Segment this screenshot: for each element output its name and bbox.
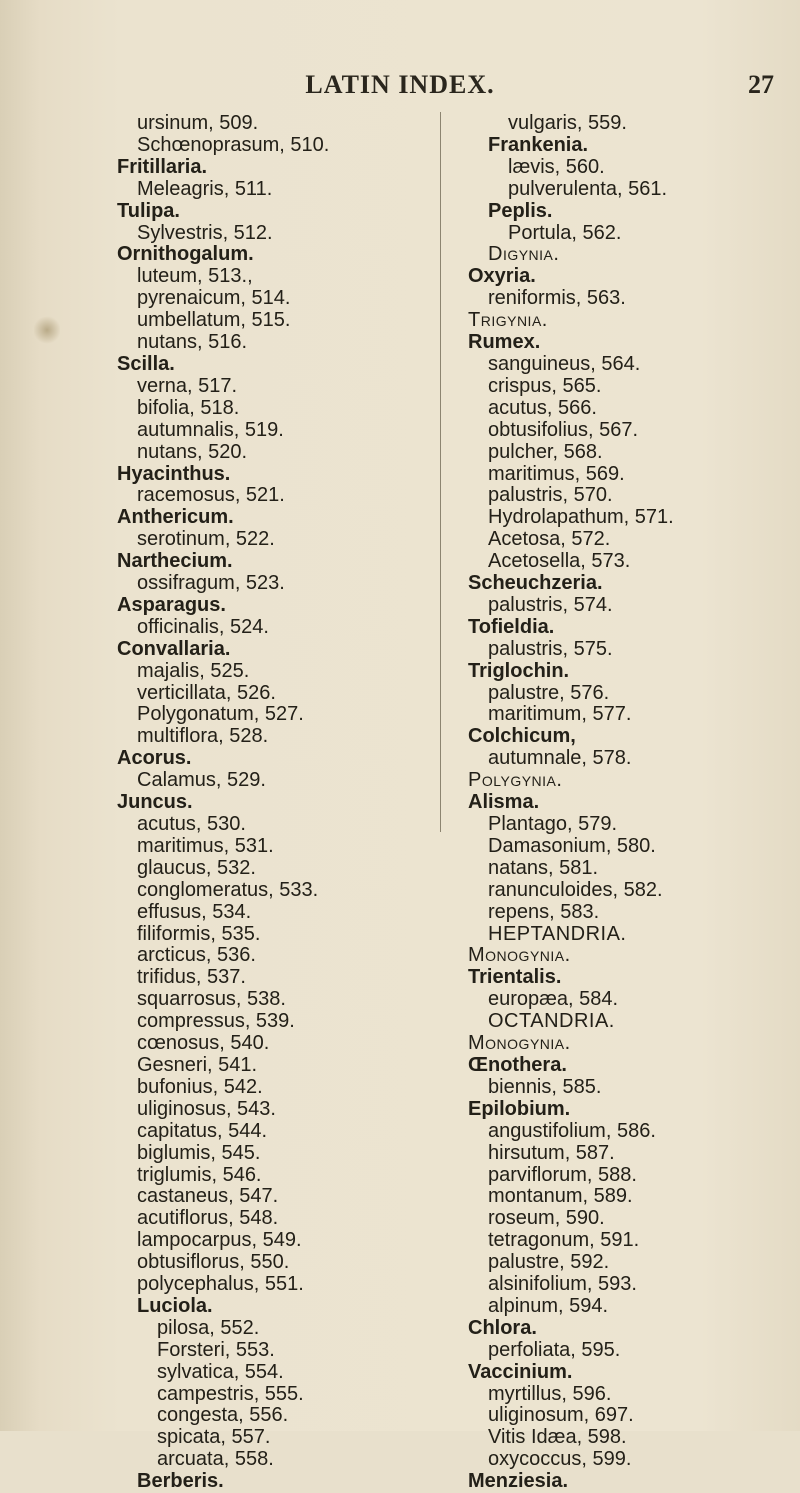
index-entry: Trigynia.	[468, 309, 548, 332]
index-entry: Luciola.	[137, 1294, 213, 1317]
index-entry: polycephalus, 551.	[137, 1273, 304, 1296]
index-entry: Convallaria.	[117, 637, 231, 660]
index-entry: pulcher, 568.	[488, 440, 603, 463]
index-entry: sylvatica, 554.	[157, 1360, 284, 1383]
index-entry: angustifolium, 586.	[488, 1119, 656, 1142]
index-entry: biennis, 585.	[488, 1075, 602, 1098]
index-entry: ursinum, 509.	[137, 112, 259, 134]
index-entry: officinalis, 524.	[137, 615, 269, 638]
index-entry: oxycoccus, 599.	[488, 1448, 632, 1471]
index-entry: conglomeratus, 533.	[137, 878, 319, 901]
index-entry: castaneus, 547.	[137, 1185, 279, 1208]
index-entry: obtusifolius, 567.	[488, 418, 639, 441]
index-entry: Polygonatum, 527.	[137, 703, 304, 726]
index-entry: Vaccinium.	[468, 1360, 573, 1383]
index-entry: multiflora, 528.	[137, 725, 269, 748]
index-entry: pyrenaicum, 514.	[137, 287, 291, 310]
index-entry: tetragonum, 591.	[488, 1229, 640, 1252]
index-entry: capitatus, 544.	[137, 1119, 268, 1142]
index-entry: Chlora.	[468, 1316, 537, 1339]
index-entry: acutus, 530.	[137, 813, 246, 835]
index-entry: roseum, 590.	[488, 1207, 605, 1230]
index-entry: crispus, 565.	[488, 374, 602, 397]
index-entry: Hydrolapathum, 571.	[488, 506, 674, 529]
column-divider	[440, 112, 441, 832]
index-entry: maritimus, 569.	[488, 462, 625, 485]
index-entry: Rumex.	[468, 331, 541, 354]
index-entry: Acetosella, 573.	[488, 550, 631, 573]
index-entry: nutans, 520.	[137, 440, 248, 463]
index-entry: Triglochin.	[468, 659, 570, 682]
index-entry: Tofieldia.	[468, 615, 555, 638]
index-entry: trifidus, 537.	[137, 966, 246, 989]
index-entry: squarrosus, 538.	[137, 988, 286, 1011]
index-entry: parviflorum, 588.	[488, 1163, 637, 1186]
index-entry: HEPTANDRIA.	[488, 922, 627, 945]
index-entry: maritimum, 577.	[488, 703, 632, 726]
index-entry: palustris, 575.	[488, 637, 613, 660]
index-entry: Damasonium, 580.	[488, 834, 656, 857]
index-entry: natans, 581.	[488, 856, 599, 879]
index-entry: acutiflorus, 548.	[137, 1207, 279, 1230]
index-entry: ossifragum, 523.	[137, 572, 285, 595]
index-entry: verna, 517.	[137, 374, 238, 397]
index-entry: majalis, 525.	[137, 659, 250, 682]
index-entry: bifolia, 518.	[137, 396, 240, 419]
page-stain	[34, 315, 60, 345]
index-entry: verticillata, 526.	[137, 681, 276, 704]
index-entry: Polygynia.	[468, 769, 563, 792]
index-entry: nutans, 516.	[137, 331, 248, 354]
index-entry: Calamus, 529.	[137, 769, 266, 792]
index-entry: cœnosus, 540.	[137, 1032, 270, 1055]
index-entry: maritimus, 531.	[137, 834, 274, 857]
index-entry: triglumis, 546.	[137, 1163, 262, 1186]
index-entry: compressus, 539.	[137, 1010, 295, 1033]
index-entry: autumnale, 578.	[488, 747, 632, 770]
index-entry: obtusiflorus, 550.	[137, 1251, 290, 1274]
index-entry: OCTANDRIA.	[488, 1010, 615, 1033]
index-entry: alsinifolium, 593.	[488, 1273, 637, 1296]
page-number: 27	[748, 70, 774, 99]
index-entry: Juncus.	[117, 791, 193, 814]
index-entry: Monogynia.	[468, 1032, 571, 1055]
index-entry: Narthecium.	[117, 550, 233, 573]
index-entry: Portula, 562.	[508, 221, 622, 244]
index-entry: sanguineus, 564.	[488, 352, 641, 375]
index-entry: acutus, 566.	[488, 396, 597, 419]
index-entry: biglumis, 545.	[137, 1141, 261, 1164]
index-entry: Berberis.	[137, 1470, 224, 1493]
index-entry: congesta, 556.	[157, 1404, 289, 1427]
index-entry: palustre, 592.	[488, 1251, 610, 1274]
index-entry: serotinum, 522.	[137, 528, 275, 551]
index-entry: reniformis, 563.	[488, 287, 626, 310]
index-entry: Hyacinthus.	[117, 462, 231, 485]
index-entry: Acorus.	[117, 747, 192, 770]
page-title: LATIN INDEX.	[305, 70, 495, 99]
index-entry: racemosus, 521.	[137, 484, 285, 507]
right-index-column	[468, 113, 768, 1493]
index-entry: Vitis Idæa, 598.	[488, 1426, 627, 1449]
index-entry: Sylvestris, 512.	[137, 221, 273, 244]
index-entry: Scheuchzeria.	[468, 572, 603, 595]
index-entry: Asparagus.	[117, 593, 226, 616]
index-entry: campestris, 555.	[157, 1382, 304, 1405]
index-entry: vulgaris, 559.	[508, 112, 627, 134]
index-entry: umbellatum, 515.	[137, 309, 291, 332]
index-entry: pulverulenta, 561.	[508, 177, 668, 200]
index-entry: Anthericum.	[117, 506, 234, 529]
index-entry: Alisma.	[468, 791, 540, 814]
index-entry: Meleagris, 511.	[137, 177, 273, 200]
index-entry: perfoliata, 595.	[488, 1338, 621, 1361]
index-entry: Colchicum,	[468, 725, 576, 748]
index-entry: Gesneri, 541.	[137, 1053, 258, 1076]
index-entry: effusus, 534.	[137, 900, 252, 923]
index-entry: glaucus, 532.	[137, 856, 256, 879]
index-entry: palustris, 570.	[488, 484, 613, 507]
index-entry: arcticus, 536.	[137, 944, 256, 967]
index-entry: Œnothera.	[468, 1053, 567, 1076]
index-entry: Acetosa, 572.	[488, 528, 611, 551]
index-entry: Fritillaria.	[117, 155, 208, 178]
index-entry: Peplis.	[488, 199, 553, 222]
index-entry: Tulipa.	[117, 199, 180, 222]
index-entry: myrtillus, 596.	[488, 1382, 612, 1405]
index-entry: ranunculoides, 582.	[488, 878, 663, 901]
index-entry: Forsteri, 553.	[157, 1338, 275, 1361]
index-entry: Frankenia.	[488, 133, 589, 156]
index-entry: palustris, 574.	[488, 593, 613, 616]
index-entry: spicata, 557.	[157, 1426, 271, 1449]
index-entry: montanum, 589.	[488, 1185, 633, 1208]
index-entry: uliginosum, 697.	[488, 1404, 634, 1427]
index-entry: europæa, 584.	[488, 988, 619, 1011]
index-entry: luteum, 513.,	[137, 265, 253, 288]
index-entry: Menziesia.	[468, 1470, 569, 1493]
index-entry: Trientalis.	[468, 966, 562, 989]
index-entry: filiformis, 535.	[137, 922, 261, 945]
index-entry: alpinum, 594.	[488, 1294, 609, 1317]
index-entry: uliginosus, 543.	[137, 1097, 276, 1120]
index-entry: lampocarpus, 549.	[137, 1229, 302, 1252]
index-entry: Scilla.	[117, 352, 175, 375]
index-entry: hirsutum, 587.	[488, 1141, 615, 1164]
index-entry: Ornithogalum.	[117, 243, 254, 266]
index-entry: Schœnoprasum, 510.	[137, 133, 330, 156]
index-entry: Plantago, 579.	[488, 813, 617, 835]
index-entry: palustre, 576.	[488, 681, 610, 704]
index-entry: Oxyria.	[468, 265, 536, 288]
index-entry: Epilobium.	[468, 1097, 571, 1120]
index-entry: Monogynia.	[468, 944, 571, 967]
index-entry: autumnalis, 519.	[137, 418, 284, 441]
left-index-column	[117, 113, 377, 1493]
index-entry: pilosa, 552.	[157, 1316, 260, 1339]
index-entry: repens, 583.	[488, 900, 600, 923]
index-entry: Digynia.	[488, 243, 560, 266]
index-entry: arcuata, 558.	[157, 1448, 274, 1471]
index-entry: bufonius, 542.	[137, 1075, 263, 1098]
index-entry: lævis, 560.	[508, 155, 605, 178]
